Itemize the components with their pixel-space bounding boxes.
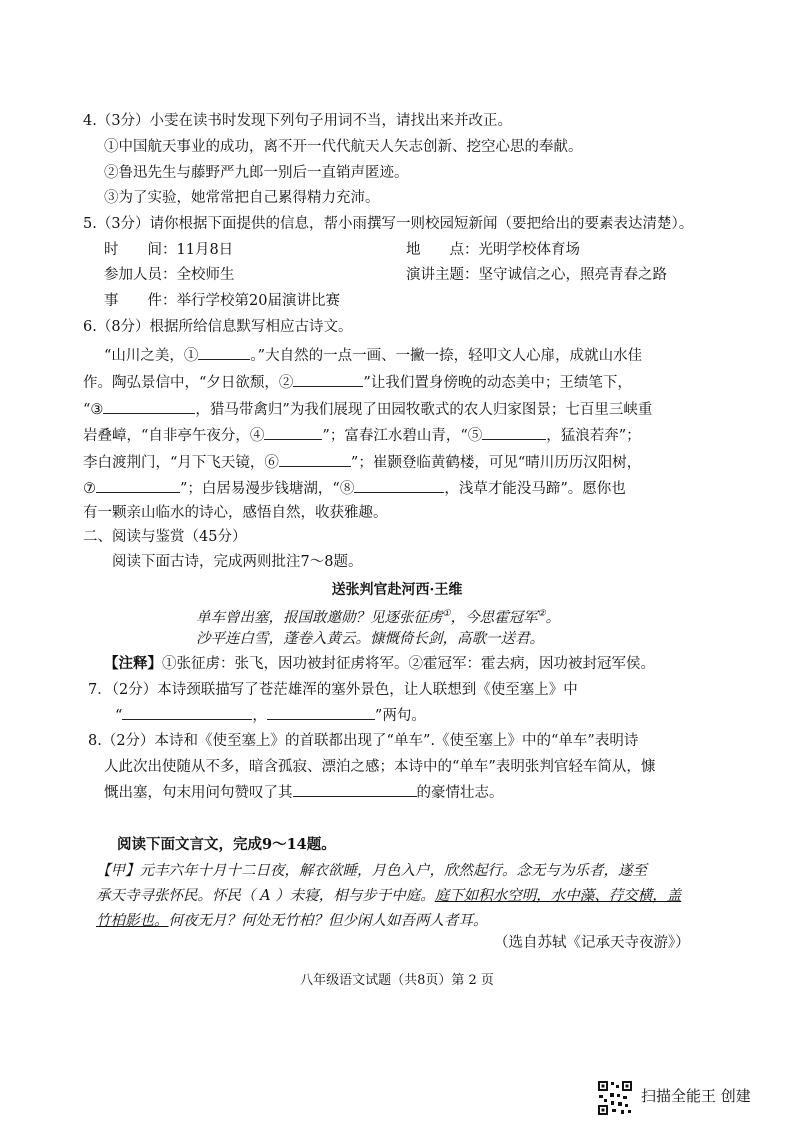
q8-text: 慨出塞，句末用问句赞叹了其 xyxy=(104,785,293,801)
q4-sentence-2: ②鲁迅先生与藤野严九郎一别后一直销声匿迹。 xyxy=(104,165,409,181)
footnote-marker: ② xyxy=(537,609,546,619)
answer-blank-1[interactable] xyxy=(198,345,250,360)
q5-event-value: 举行学校第20届演讲比赛 xyxy=(176,293,340,309)
q5-people-label: 参加人员： xyxy=(104,267,177,283)
classical-intro: 阅读下面文言文，完成9～14题。 xyxy=(117,836,336,853)
q8-text: 的豪情壮志。 xyxy=(416,785,504,801)
q5-people-value: 全校师生 xyxy=(176,267,235,283)
q5-stem: 5.（3分）请你根据下面提供的信息，帮小雨撰写一则校园短新闻（要把给出的要素表达清楚）。 xyxy=(83,216,694,232)
answer-blank-q7-b[interactable] xyxy=(267,705,375,720)
q7-text: “ xyxy=(115,708,123,724)
answer-blank-7[interactable] xyxy=(96,478,180,493)
q5-people xyxy=(104,265,235,285)
q6-text: ⑦ xyxy=(83,481,96,497)
q5-place-value: 光明学校体育场 xyxy=(478,242,580,258)
answer-blank-3[interactable] xyxy=(103,399,195,414)
q5-theme-label: 演讲主题： xyxy=(406,267,479,283)
answer-blank-6[interactable] xyxy=(279,452,351,467)
q6-text: 李白渡荆门，“月下飞天镜，⑥ xyxy=(83,455,279,471)
q6-text: “③ xyxy=(83,402,104,418)
q8-line-2: 人此次出使随从不多，暗含孤寂、漂泊之感；本诗中的“单车”表明张判官轻车简从，慷 xyxy=(104,759,656,775)
scanner-brand-label: 扫描全能王 创建 xyxy=(641,1087,751,1105)
poem-line-2: 沙平连白雪，蓬卷入黄云。慷慨倚长剑，高歌一送君。 xyxy=(196,631,544,647)
q6-text: ，猎马带禽归”为我们展现了田园牧歌式的农人归家图景；七百里三峡重 xyxy=(195,402,653,418)
answer-blank-q7-a[interactable] xyxy=(122,705,252,720)
q5-theme-value: 坚守诚信之心，照亮青春之路 xyxy=(478,267,667,283)
page-footer: 八年级语文试题（共8页）第 2 页 xyxy=(300,973,494,988)
q6-text: “山川之美，① xyxy=(104,348,199,364)
underlined-sentence: 庭下如积水空明，水中藻、荇交横，盖 xyxy=(434,888,682,904)
answer-blank-5[interactable] xyxy=(482,425,546,440)
poem-line-1 xyxy=(196,604,560,628)
q8-line-1: 8.（2分）本诗和《使至塞上》的首联都出现了“单车”.《使至塞上》中的“单车”表明诗 xyxy=(88,733,639,749)
classical-line-1: 【甲】元丰六年十月十二日夜，解衣欲睡，月色入户，欣然起行。念无与为乐者，遂至 xyxy=(96,863,647,879)
q5-time-label: 时 间： xyxy=(104,242,177,258)
poem-text: ，今思霍冠军 xyxy=(450,609,538,626)
section-2-title: 二、阅读与鉴赏（45分） xyxy=(83,529,247,545)
answer-blank-2[interactable] xyxy=(293,372,363,387)
q6-text: ，浅草才能没马蹄”。愿你也 xyxy=(444,481,626,497)
q6-line-1 xyxy=(104,345,642,366)
q6-text: 岩叠嶂，“自非亭午夜分，④ xyxy=(83,428,265,444)
q6-line-7: 有一颗亲山临水的诗心，感悟自然，收获雅趣。 xyxy=(83,505,388,521)
classical-text: 何夜无月？何处无竹柏？但少闲人如吾两人者耳。 xyxy=(168,913,488,929)
q5-place xyxy=(406,240,580,260)
q4-stem: 4.（3分）小雯在读书时发现下列句子用词不当，请找出来并改正。 xyxy=(83,113,513,129)
poem-title: 送张判官赴河西·王维 xyxy=(331,582,463,598)
q7-line-2 xyxy=(115,705,426,726)
poem-text: 。 xyxy=(545,609,561,626)
q6-text: ，猛浪若奔”； xyxy=(546,428,641,444)
q6-text: ”；崔颢登临黄鹤楼，可见“晴川历历汉阳树， xyxy=(350,455,642,471)
q6-text: ”；白居易漫步钱塘湖，“⑧ xyxy=(180,481,355,497)
q6-text: 。”大自然的一点一画、一撇一捺，轻叩文人心扉，成就山水佳 xyxy=(250,348,643,364)
note-label: 【注释】 xyxy=(104,655,162,672)
q5-time-value: 11月8日 xyxy=(176,242,234,258)
q4-sentence-1: ①中国航天事业的成功，离不开一代代航天人矢志创新、挖空心思的奉献。 xyxy=(104,139,583,155)
poem-note xyxy=(104,654,655,674)
q6-text: ”；富春江水碧山青，“⑤ xyxy=(322,428,483,444)
qr-code-icon xyxy=(597,1080,633,1116)
q6-text: ”让我们置身傍晚的动态美中；王绩笔下， xyxy=(363,375,632,391)
poem-text: 单车曾出塞，报国敢邀勋？见逐张征虏 xyxy=(196,609,443,626)
q6-line-4 xyxy=(83,425,641,446)
section-2-intro: 阅读下面古诗，完成两则批注7～8题。 xyxy=(112,554,363,570)
q5-theme xyxy=(406,265,667,285)
classical-line-2 xyxy=(96,886,681,906)
q8-line-3 xyxy=(104,782,504,803)
answer-blank-8[interactable] xyxy=(354,478,444,493)
note-text: ①张征虏：张飞，因功被封征虏将军。②霍冠军：霍去病，因功被封冠军侯。 xyxy=(162,656,655,672)
q5-place-label: 地 点： xyxy=(406,242,479,258)
q7-line-1: 7．（2分）本诗颈联描写了苍茫雄浑的塞外景色，让人联想到《使至塞上》中 xyxy=(88,682,578,698)
q6-stem: 6.（8分）根据所给信息默写相应古诗文。 xyxy=(83,319,353,335)
answer-blank-q8[interactable] xyxy=(293,782,417,797)
q4-sentence-3: ③为了实验，她常常把自己累得精力充沛。 xyxy=(104,190,380,206)
q6-line-5 xyxy=(83,452,641,473)
q7-text: ”两句。 xyxy=(374,708,426,724)
classical-text: 承天寺寻张怀民。怀民（ A ）未寝，相与步于中庭。 xyxy=(96,888,435,904)
q5-event-label: 事 件： xyxy=(104,293,177,309)
underlined-sentence: 竹柏影也。 xyxy=(96,913,169,929)
q6-text: 作。陶弘景信中，“夕日欲颓，② xyxy=(83,375,294,391)
q6-line-2 xyxy=(83,372,632,393)
q7-text: ， xyxy=(252,708,267,724)
q6-line-3 xyxy=(83,399,652,420)
q6-line-6 xyxy=(83,478,626,499)
answer-blank-4[interactable] xyxy=(264,425,322,440)
q5-time xyxy=(104,240,233,260)
classical-source: （选自苏轼《记承天寺夜游》） xyxy=(494,935,690,951)
footnote-marker: ① xyxy=(442,609,451,619)
classical-line-3 xyxy=(96,911,488,931)
q5-event xyxy=(104,291,340,311)
